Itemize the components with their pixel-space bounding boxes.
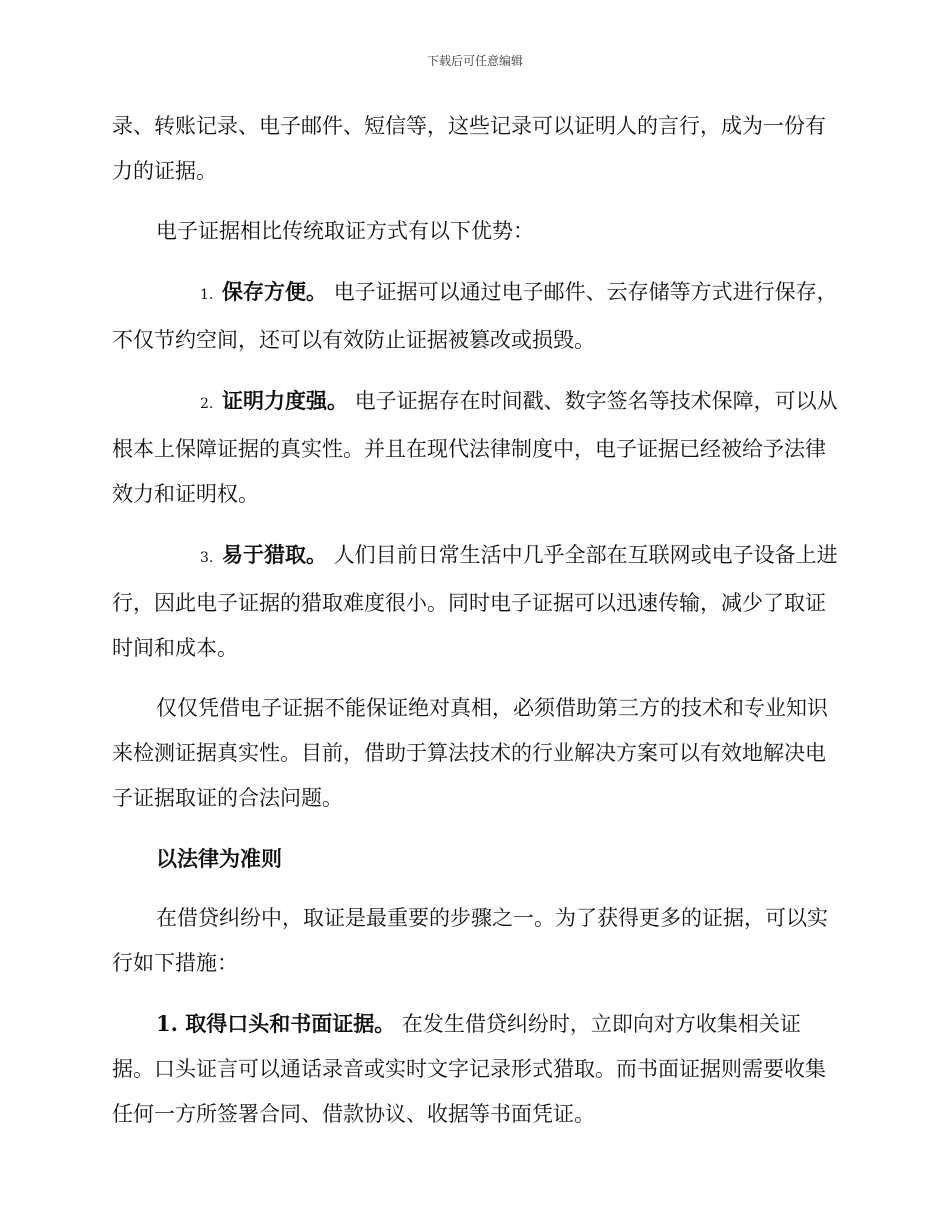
paragraph-continuation: 录、转账记录、电子邮件、短信等，这些记录可以证明人的言行，成为一份有力的证据。	[112, 114, 826, 183]
section-heading: 以法律为准则	[156, 846, 282, 871]
list-item-title: 保存方便。	[222, 279, 327, 304]
paragraph-limitations: 仅仅凭借电子证据不能保证绝对真相，必须借助第三方的技术和专业知识来检测证据真实性。目前，借助于算法技术的行业解决方案可以有效地解决电子证据取证的合法问题。	[112, 696, 828, 810]
list-item-text: 电子证据可以通过电子邮件、云存储等方式进行保存，不仅节约空间，还可以有效防止证据被篡改或损毁。	[112, 280, 838, 352]
list-item-text: 电子证据存在时间戳、数字签名等技术保障，可以从根本上保障证据的真实性。并且在现代法律制度中，电子证据已经被给予法律效力和证明权。	[112, 389, 838, 506]
list-number: 2.	[200, 396, 214, 412]
document-body	[112, 104, 842, 1137]
paragraph-advantages-intro: 电子证据相比传统取证方式有以下优势：	[156, 219, 534, 243]
measure-title: 1. 取得口头和书面证据。	[156, 1011, 396, 1036]
measure-item-1	[112, 1001, 842, 1137]
list-item-3	[112, 532, 842, 671]
list-item-title: 证明力度强。	[222, 388, 348, 413]
list-item-2	[112, 378, 842, 517]
page-header: 下载后可任意编辑	[426, 54, 523, 68]
list-number: 1.	[200, 287, 214, 303]
list-number: 3.	[200, 550, 214, 566]
list-item-title: 易于猎取。	[222, 542, 327, 567]
paragraph-measures-intro: 在借贷纠纷中，取证是最重要的步骤之一。为了获得更多的证据，可以实行如下措施：	[112, 906, 828, 975]
list-item-text: 人们目前日常生活中几乎全部在互联网或电子设备上进行，因此电子证据的猎取难度很小。同时电子证据可以迅速传输，减少了取证时间和成本。	[112, 543, 838, 660]
list-item-1	[112, 269, 842, 363]
measure-text: 在发生借贷纠纷时，立即向对方收集相关证据。口头证言可以通话录音或实时文字记录形式猎取。而书面证据则需要收集任何一方所签署合同、借款协议、收据等书面凭证。	[112, 1012, 826, 1126]
